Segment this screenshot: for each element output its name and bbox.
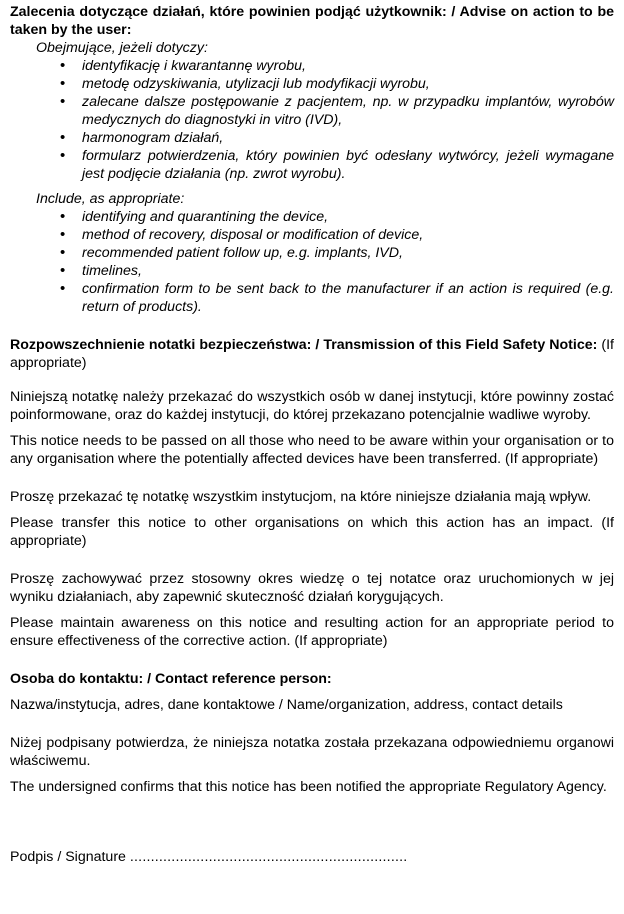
transmission-p1-pl: Niniejszą notatkę należy przekazać do wszystkich osób w danej instytucji, które powinny zostać poinformowane, oraz do każdej instytucji, do której przekazano potencjalnie wadliwe wyroby. bbox=[10, 389, 614, 423]
list-item: • identyfikację i kwarantannę wyrobu, bbox=[82, 57, 614, 75]
list-item: • confirmation form to be sent back to the manufacturer if an action is required (e.g. return of products). bbox=[82, 280, 614, 316]
transmission-heading bbox=[10, 336, 614, 372]
confirm-pl: Niżej podpisany potwierdza, że niniejsza notatka została przekazana odpowiedniemu organowi właściwemu. bbox=[10, 735, 614, 769]
transmission-p2-en: Please transfer this notice to other organisations on which this action has an impact. (If appropriate) bbox=[10, 515, 614, 549]
transmission-heading-bold: Rozpowszechnienie notatki bezpieczeństwa: / Transmission of this Field Safety Notice: bbox=[10, 337, 598, 353]
list-item: • harmonogram działań, bbox=[82, 129, 614, 147]
list-item: • timelines, bbox=[82, 262, 614, 280]
contact-heading: Osoba do kontaktu: / Contact reference person: bbox=[10, 671, 332, 687]
confirm-en: The undersigned confirms that this notice has been notified the appropriate Regulatory Agency. bbox=[10, 779, 607, 795]
document-page bbox=[10, 3, 614, 866]
signature-dots: ................................................................... bbox=[129, 849, 408, 865]
list-item: • method of recovery, disposal or modification of device, bbox=[82, 226, 614, 244]
list-item: • formularz potwierdzenia, który powinien być odesłany wytwórcy, jeżeli wymagane jest podjęcie działania (np. zwrot wyrobu). bbox=[82, 147, 614, 183]
advise-pl-list bbox=[10, 57, 614, 183]
transmission-p3-en: Please maintain awareness on this notice and resulting action for an appropriate period to ensure effectiveness of the corrective action. (If appropriate) bbox=[10, 615, 614, 649]
advise-en-intro: Include, as appropriate: bbox=[36, 191, 185, 207]
transmission-p1-en: This notice needs to be passed on all those who need to be aware within your organisation or to any organisation where the potentially affected devices have been transferred. (If appropriate) bbox=[10, 433, 614, 467]
advise-pl-intro: Obejmujące, jeżeli dotyczy: bbox=[36, 40, 208, 56]
signature-line bbox=[10, 848, 614, 866]
advise-heading: Zalecenia dotyczące działań, które powinien podjąć użytkownik: / Advise on action to be taken by the user: bbox=[10, 4, 614, 38]
signature-label: Podpis / Signature bbox=[10, 849, 130, 865]
transmission-heading-suffix: (If appropriate) bbox=[10, 337, 614, 371]
list-item: • metodę odzyskiwania, utylizacji lub modyfikacji wyrobu, bbox=[82, 75, 614, 93]
transmission-p2-pl: Proszę przekazać tę notatkę wszystkim instytucjom, na które niniejsze działania mają wpływ. bbox=[10, 489, 592, 505]
contact-details: Nazwa/instytucja, adres, dane kontaktowe / Name/organization, address, contact details bbox=[10, 697, 563, 713]
transmission-p3-pl: Proszę zachowywać przez stosowny okres wiedzę o tej notatce oraz uruchomionych w jej wyniku działaniach, aby zapewnić skuteczność działań korygujących. bbox=[10, 571, 614, 605]
list-item: • zalecane dalsze postępowanie z pacjentem, np. w przypadku implantów, wyrobów medycznych do diagnostyki in vitro (IVD), bbox=[82, 93, 614, 129]
advise-en-list bbox=[10, 208, 614, 316]
list-item: • identifying and quarantining the device, bbox=[82, 208, 614, 226]
list-item: • recommended patient follow up, e.g. implants, IVD, bbox=[82, 244, 614, 262]
